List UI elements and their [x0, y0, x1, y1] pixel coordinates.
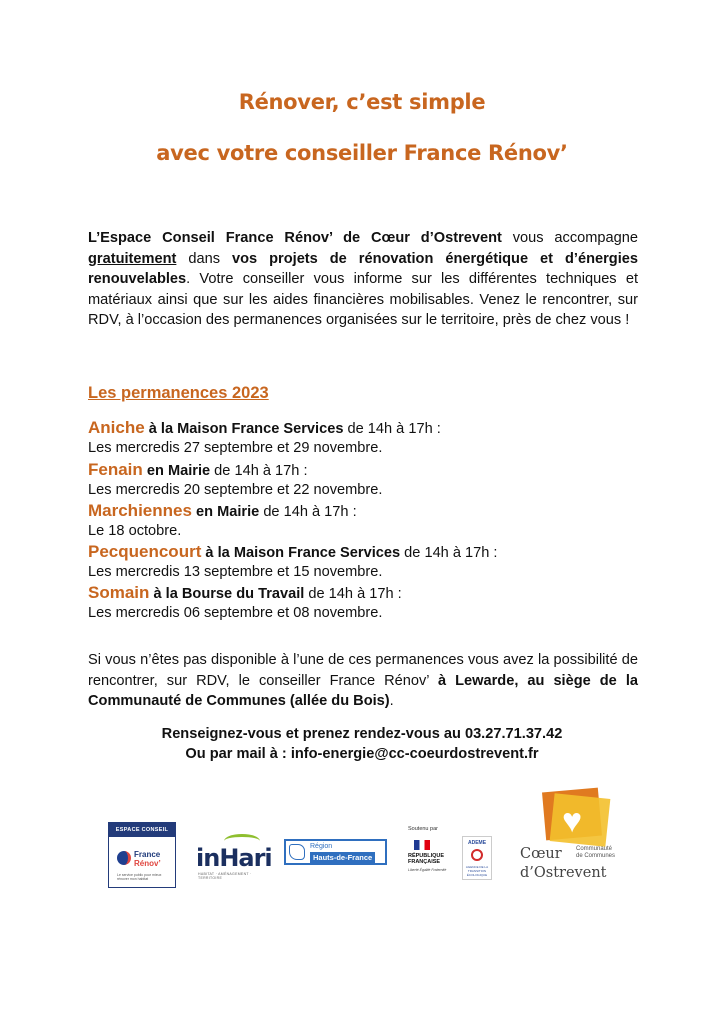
intro-text-mid: dans — [176, 250, 232, 267]
permanence-town: Pecquencourt — [88, 542, 202, 561]
ademe-name: ADEME — [467, 840, 487, 846]
intro-text: vous accompagne — [501, 230, 638, 246]
permanence-place: en Mairie — [146, 463, 211, 479]
rf-line2: FRANÇAISE — [408, 859, 441, 865]
permanence-item — [88, 542, 648, 580]
permanence-item — [88, 418, 648, 456]
coeur-ostrevent-logo — [518, 786, 618, 890]
permanence-place: à la Maison France Services — [205, 545, 401, 561]
rf-name — [408, 853, 444, 865]
outro-bold-location: à Lewarde, au siège de la Communauté de Communes (allée du Bois) — [88, 672, 638, 709]
inhari-word: inHari — [196, 844, 272, 872]
permanences-heading: Les permanences 2023 — [88, 384, 269, 402]
intro-bold-projects: vos projets de rénovation énergétique et d’énergies renouvelables — [88, 250, 638, 287]
coeur-word2: d’Ostrevent — [520, 865, 607, 881]
soutenu-par-label: Soutenu par — [408, 826, 438, 832]
region-map-icon — [289, 844, 305, 860]
intro-text-end: . Votre conseiller vous informe sur les différentes techniques et matériaux ainsi que sur les aides financières mobilisables. Venez le rencontrer, sur RDV, à l’occasion des permanences organisées sur le territoire, près de chez vous ! — [88, 271, 638, 328]
permanence-place: à la Maison France Services — [148, 421, 344, 437]
coeur-word1: Cœur — [520, 846, 562, 862]
coeur-cc: Communauté de Communes — [576, 846, 616, 859]
permanence-dates: Les mercredis 27 septembre et 29 novembre. — [88, 440, 383, 456]
permanence-hours: de 14h à 17h : — [400, 545, 498, 561]
france-renov-name1: France — [134, 850, 161, 859]
intro-underline: gratuitement — [88, 250, 177, 267]
permanence-place: en Mairie — [196, 504, 260, 520]
ademe-sub: AGENCE DE LA TRANSITION ÉCOLOGIQUE — [465, 865, 489, 877]
permanence-town: Marchiennes — [88, 501, 192, 520]
contact-email: Ou par mail à : info-energie@cc-coeurdostrevent.fr — [185, 746, 539, 762]
france-renov-mark-icon — [117, 851, 131, 865]
region-name: Hauts-de-France — [310, 852, 375, 863]
contact-phone: Renseignez-vous et prenez rendez-vous au 03.27.71.37.42 — [161, 726, 563, 742]
intro-bold-org: L’Espace Conseil France Rénov’ de Cœur d’Ostrevent — [88, 230, 502, 246]
france-renov-name2: Rénov’ — [134, 859, 161, 868]
page-title-line1: Rénover, c’est simple — [238, 90, 486, 114]
rf-line1: RÉPUBLIQUE — [408, 853, 445, 859]
inhari-tagline: HABITAT · AMÉNAGEMENT · TERRITOIRE — [198, 872, 252, 880]
permanence-dates: Les mercredis 13 septembre et 15 novembre. — [88, 564, 383, 580]
permanence-hours: de 14h à 17h : — [259, 504, 357, 520]
ademe-logo — [462, 836, 492, 880]
intro-paragraph — [88, 228, 638, 331]
heart-icon: ♥ — [562, 802, 583, 840]
permanence-dates: Les mercredis 20 septembre et 22 novembre. — [88, 482, 383, 498]
french-flag-icon — [414, 840, 430, 850]
outro-text: Si vous n’êtes pas disponible à l’une de ces permanences vous avez la possibilité de rencontrer, sur RDV, le conseiller France Rénov’ — [88, 652, 638, 689]
rf-motto: Liberté Égalité Fraternité — [408, 868, 447, 872]
republique-francaise-logo — [408, 838, 456, 882]
espace-conseil-band: ESPACE CONSEIL — [109, 823, 175, 837]
france-renov-tagline: Le service public pour mieux rénover mon habitat — [117, 873, 162, 881]
permanence-town: Fenain — [88, 460, 143, 479]
permanence-place: à la Bourse du Travail — [153, 586, 305, 602]
page-title-line2: avec votre conseiller France Rénov’ — [156, 141, 568, 165]
permanence-town: Aniche — [88, 418, 145, 437]
permanence-item — [88, 501, 648, 539]
region-label: Région — [310, 843, 333, 850]
permanence-item — [88, 583, 648, 621]
permanence-hours: de 14h à 17h : — [210, 463, 308, 479]
permanence-town: Somain — [88, 583, 150, 602]
outro-paragraph — [88, 650, 638, 712]
ademe-circle-icon — [471, 849, 483, 861]
inhari-logo — [196, 832, 272, 880]
region-hdf-logo — [284, 839, 387, 865]
espace-conseil-logo — [108, 822, 176, 888]
permanence-hours: de 14h à 17h : — [343, 421, 441, 437]
outro-end: . — [389, 693, 394, 709]
permanence-item — [88, 460, 648, 498]
permanence-dates: Le 18 octobre. — [88, 523, 182, 539]
permanence-hours: de 14h à 17h : — [304, 586, 402, 602]
permanence-dates: Les mercredis 06 septembre et 08 novembre. — [88, 605, 383, 621]
